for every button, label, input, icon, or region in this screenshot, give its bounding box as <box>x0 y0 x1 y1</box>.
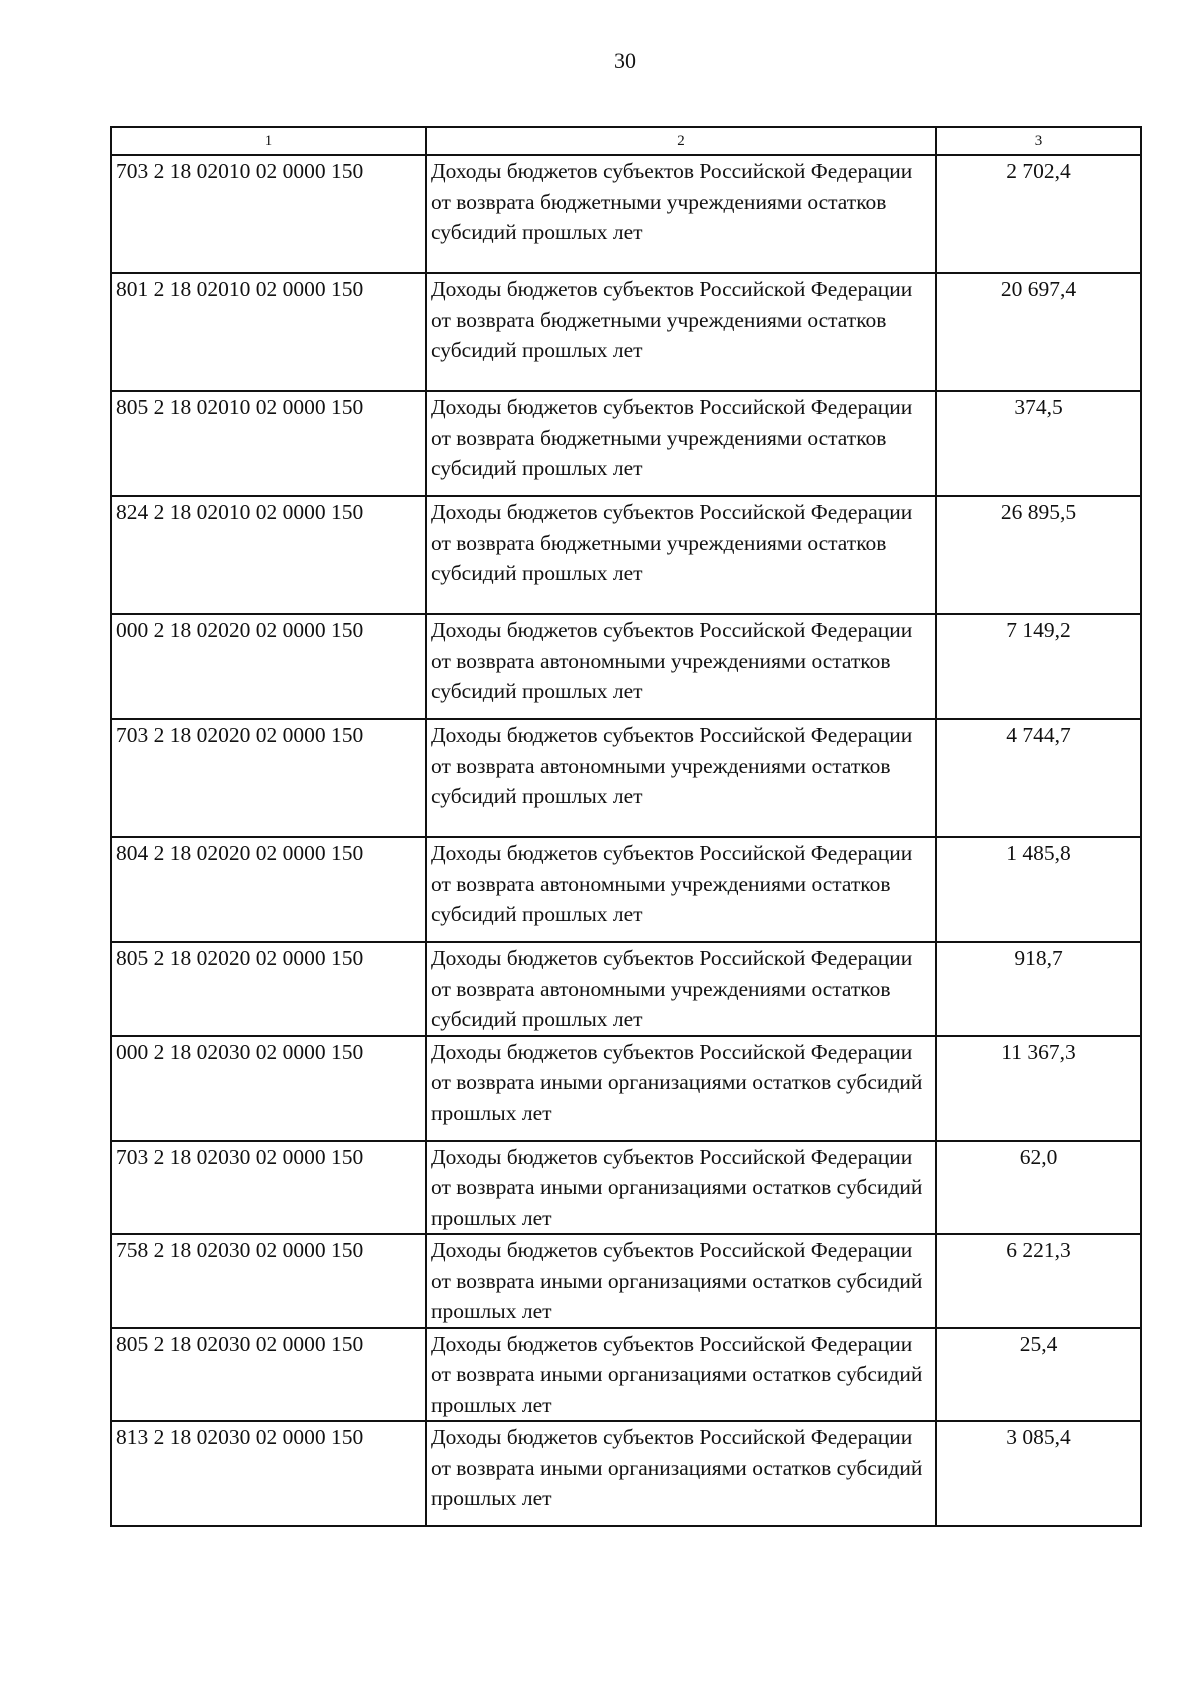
amount: 6 221,3 <box>936 1234 1141 1328</box>
table-row <box>111 496 1141 614</box>
budget-code: 805 2 18 02020 02 0000 150 <box>111 942 426 1036</box>
table-row <box>111 1421 1141 1526</box>
table-header-row <box>111 127 1141 155</box>
revenue-description: Доходы бюджетов субъектов Российской Федерации от возврата иными организациями остатков субсидий прошлых лет <box>426 1328 936 1422</box>
revenue-description: Доходы бюджетов субъектов Российской Федерации от возврата бюджетными учреждениями остатков субсидий прошлых лет <box>426 155 936 273</box>
revenue-description: Доходы бюджетов субъектов Российской Федерации от возврата бюджетными учреждениями остатков субсидий прошлых лет <box>426 273 936 391</box>
amount: 25,4 <box>936 1328 1141 1422</box>
amount: 11 367,3 <box>936 1036 1141 1141</box>
revenue-description: Доходы бюджетов субъектов Российской Федерации от возврата автономными учреждениями остатков субсидий прошлых лет <box>426 942 936 1036</box>
revenue-description: Доходы бюджетов субъектов Российской Федерации от возврата иными организациями остатков субсидий прошлых лет <box>426 1141 936 1235</box>
page-number: 30 <box>614 48 636 73</box>
budget-code: 703 2 18 02030 02 0000 150 <box>111 1141 426 1235</box>
table-row <box>111 1328 1141 1422</box>
table-row <box>111 1141 1141 1235</box>
revenue-description: Доходы бюджетов субъектов Российской Федерации от возврата автономными учреждениями остатков субсидий прошлых лет <box>426 837 936 942</box>
amount: 20 697,4 <box>936 273 1141 391</box>
budget-code: 824 2 18 02010 02 0000 150 <box>111 496 426 614</box>
budget-code: 703 2 18 02020 02 0000 150 <box>111 719 426 837</box>
budget-code: 805 2 18 02030 02 0000 150 <box>111 1328 426 1422</box>
table-row <box>111 391 1141 496</box>
amount: 7 149,2 <box>936 614 1141 719</box>
budget-code: 801 2 18 02010 02 0000 150 <box>111 273 426 391</box>
amount: 1 485,8 <box>936 837 1141 942</box>
budget-code: 758 2 18 02030 02 0000 150 <box>111 1234 426 1328</box>
revenue-description: Доходы бюджетов субъектов Российской Федерации от возврата бюджетными учреждениями остатков субсидий прошлых лет <box>426 391 936 496</box>
budget-code: 804 2 18 02020 02 0000 150 <box>111 837 426 942</box>
revenue-description: Доходы бюджетов субъектов Российской Федерации от возврата бюджетными учреждениями остатков субсидий прошлых лет <box>426 496 936 614</box>
revenue-description: Доходы бюджетов субъектов Российской Федерации от возврата автономными учреждениями остатков субсидий прошлых лет <box>426 614 936 719</box>
header-col-2: 2 <box>426 127 936 155</box>
budget-code: 805 2 18 02010 02 0000 150 <box>111 391 426 496</box>
budget-code: 000 2 18 02030 02 0000 150 <box>111 1036 426 1141</box>
amount: 2 702,4 <box>936 155 1141 273</box>
amount: 62,0 <box>936 1141 1141 1235</box>
header-col-3: 3 <box>936 127 1141 155</box>
revenue-description: Доходы бюджетов субъектов Российской Федерации от возврата иными организациями остатков субсидий прошлых лет <box>426 1036 936 1141</box>
amount: 374,5 <box>936 391 1141 496</box>
amount: 918,7 <box>936 942 1141 1036</box>
budget-code: 000 2 18 02020 02 0000 150 <box>111 614 426 719</box>
table-row <box>111 942 1141 1036</box>
budget-code: 703 2 18 02010 02 0000 150 <box>111 155 426 273</box>
table-row <box>111 837 1141 942</box>
revenue-description: Доходы бюджетов субъектов Российской Федерации от возврата иными организациями остатков субсидий прошлых лет <box>426 1421 936 1526</box>
table-row <box>111 155 1141 273</box>
budget-code: 813 2 18 02030 02 0000 150 <box>111 1421 426 1526</box>
revenue-description: Доходы бюджетов субъектов Российской Федерации от возврата иными организациями остатков субсидий прошлых лет <box>426 1234 936 1328</box>
table-row <box>111 614 1141 719</box>
amount: 26 895,5 <box>936 496 1141 614</box>
table-row <box>111 1036 1141 1141</box>
table-row <box>111 273 1141 391</box>
table-row <box>111 1234 1141 1328</box>
revenue-table <box>110 126 1142 1527</box>
table-row <box>111 719 1141 837</box>
amount: 3 085,4 <box>936 1421 1141 1526</box>
amount: 4 744,7 <box>936 719 1141 837</box>
header-col-1: 1 <box>111 127 426 155</box>
revenue-description: Доходы бюджетов субъектов Российской Федерации от возврата автономными учреждениями остатков субсидий прошлых лет <box>426 719 936 837</box>
